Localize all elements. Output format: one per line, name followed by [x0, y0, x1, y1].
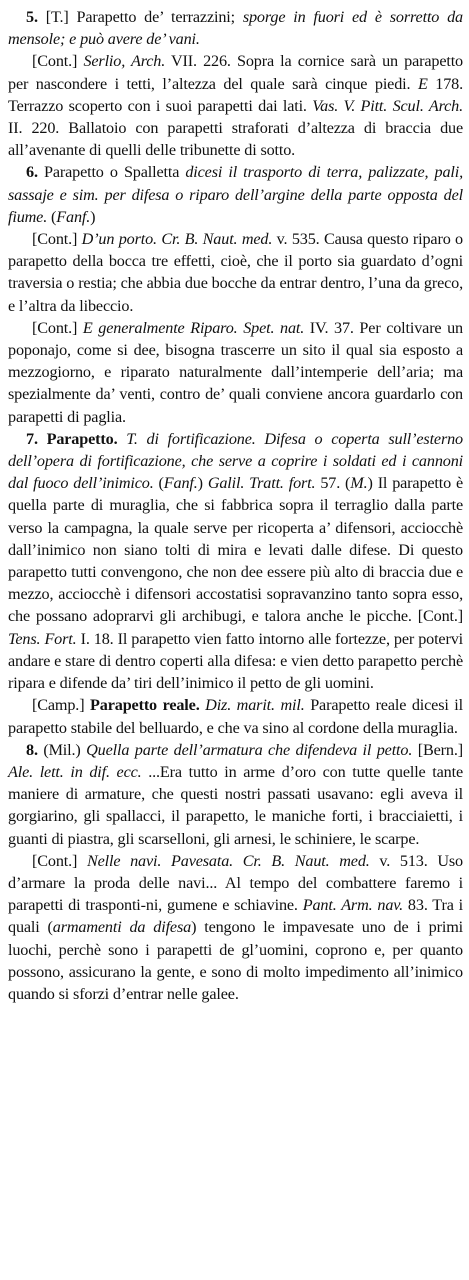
text-run: Pant. Arm. nav.: [302, 896, 404, 915]
text-run: [Cont.]: [32, 52, 84, 71]
text-run: Vas. V. Pitt. Scul. Arch.: [312, 96, 463, 115]
entry-sense-5: [8, 6, 463, 50]
text-run: 8.: [26, 740, 44, 759]
text-run: IV. 37. Per coltivare un poponajo, come si dee, bisogna trascerre un sito il qual sia esposto a mezzogiorno, e riparato naturalmente dall’intemperie dell’aria; ma spezialmente da’ venti, contro de’ quali conviene ancora guardarlo con parapetti di paglia.: [8, 318, 463, 426]
text-run: Parapetto.: [46, 429, 127, 448]
text-run: (Mil.): [43, 740, 87, 759]
text-run: Nelle navi. Pavesata. Cr. B. Naut. med.: [86, 851, 370, 870]
entry-sense-6-cont-1: [8, 228, 463, 317]
text-run: v. 513. Uso d’armare la proda delle navi... Al tempo del combattere faremo i parapetti di trasponti-ni, gumene e schiavine.: [8, 851, 463, 915]
text-run: VII. 226. Sopra la cornice sarà un parapetto per nascondere i tetti, l’altezza del quale sarà cinque piedi.: [8, 52, 463, 93]
entry-sense-6: [8, 161, 463, 228]
text-run: M.: [350, 474, 368, 493]
text-run: T. di fortificazione. Difesa o coperta sull’esterno dell’opera di fortificazione, che serve a coprire i soldati ed i cannoni dal fuoco dell’inimico.: [8, 429, 463, 493]
text-run: Parapetto reale.: [90, 696, 206, 715]
text-run: [T.] Parapetto de’ terrazzini;: [45, 8, 243, 26]
text-run: I. 18. Il parapetto vien fatto intorno alle fortezze, per potervi andare e stare di dentro coperti alla difesa: e vien detto parapetto perchè ripara e difende da’ tiri dell’inimico il petto de gli uomini.: [8, 629, 463, 693]
text-run: Fanf.: [56, 207, 91, 226]
text-run: 83. Tra i quali (: [8, 896, 463, 937]
text-run: [Cont.]: [32, 230, 82, 249]
text-run: E generalmente Riparo. Spet. nat.: [82, 318, 305, 337]
text-run: D’un porto. Cr. B. Naut. med.: [81, 230, 273, 249]
text-run: 5.: [26, 8, 46, 26]
text-run: 7.: [26, 429, 47, 448]
text-run: Serlio, Arch.: [83, 52, 166, 71]
text-run: [Camp.]: [32, 696, 91, 715]
text-run: ) tengono le impavesate uno de i primi luochi, perchè sono i parapetti de gl’uomini, coprono e, per quanto possono, assicurano la gente, e sono di molto impedimento all’inimico quando si sforzi d’entrar nelle galee.: [8, 918, 463, 1003]
text-run: Ale. lett. in dif. ecc.: [8, 762, 142, 781]
text-run: Fanf.: [163, 474, 198, 493]
entry-sense-7: [8, 428, 463, 694]
text-run: Tens. Fort.: [8, 629, 77, 648]
text-run: ): [197, 474, 208, 493]
entry-sense-6-cont-2: [8, 317, 463, 428]
text-run: E: [417, 74, 428, 93]
entry-sense-5-cont-1: [8, 50, 463, 161]
text-run: ...Era tutto in arme d’oro con tutte quelle tante maniere di armature, che questi nostri passati usavano: egli aveva il gorgiarino, gli spallacci, il parapetto, le maniche forti, i bracciaietti, i guanti di piastra, gli scarselloni, gli arnesi, le schiniere, le scarpe.: [8, 762, 463, 848]
text-run: 57. (: [315, 474, 351, 493]
text-run: ): [90, 207, 96, 226]
entry-sense-8-cont-1: [8, 850, 463, 1005]
text-run: II. 220. Ballatoio con parapetti straforati d’altezza di braccia due all’avenante di quelli delle tribunette di sotto.: [8, 119, 463, 160]
entry-sense-7-camp: [8, 694, 463, 738]
text-run: Galil. Tratt. fort.: [207, 474, 316, 493]
text-run: sporge in fuori ed è sorretto da mensole; e può avere de’ vani.: [8, 8, 463, 49]
text-run: armamenti da difesa: [52, 918, 192, 937]
entry-sense-8: [8, 739, 463, 850]
text-run: Parapetto o Spalletta: [43, 163, 186, 182]
text-run: Diz. marit. mil.: [205, 696, 305, 715]
text-run: v. 535. Causa questo riparo o parapetto della bocca tre effetti, cioè, che il porto sia guardato d’ogni traversia o restia; che abbia due bocche da entrar dentro, l’una da greco, e l’altra da libeccio.: [8, 230, 463, 315]
text-run: [Cont.]: [32, 851, 87, 870]
text-run: Parapetto reale dicesi il parapetto stabile del belluardo, e che va sino al cordone della muraglia.: [8, 696, 463, 737]
text-run: [Bern.]: [412, 740, 463, 759]
text-run: 178. Terrazzo scoperto con i suoi parapetti dai lati.: [8, 74, 463, 115]
text-run: ) Il parapetto è quella parte di muraglia, che si fabbrica sopra il terraglio dalla parte verso la campagna, la quale serve per ricoperta a’ difensori, acciocchè dall’inimico non siano tolti di mira e levati dalle difese. Di questo parapetto tutti convengono, che non dee essere più alto di braccia due e mezzo, acciocchè i difensori accostatisi sopravanzino tanto sopra esso, che possano adoprarvi gli archibugi, e talora anche le picche. [Cont.]: [8, 474, 464, 626]
text-run: [Cont.]: [32, 318, 83, 337]
text-run: 6.: [26, 163, 44, 182]
text-run: (: [153, 474, 164, 493]
text-run: Quella parte dell’armatura che difendeva il petto.: [86, 740, 413, 759]
text-run: (: [47, 207, 57, 226]
text-run: dicesi il trasporto di terra, palizzate, pali, sassaje e sim. per difesa o riparo dell’argine della parte opposta del fiume.: [8, 163, 463, 226]
